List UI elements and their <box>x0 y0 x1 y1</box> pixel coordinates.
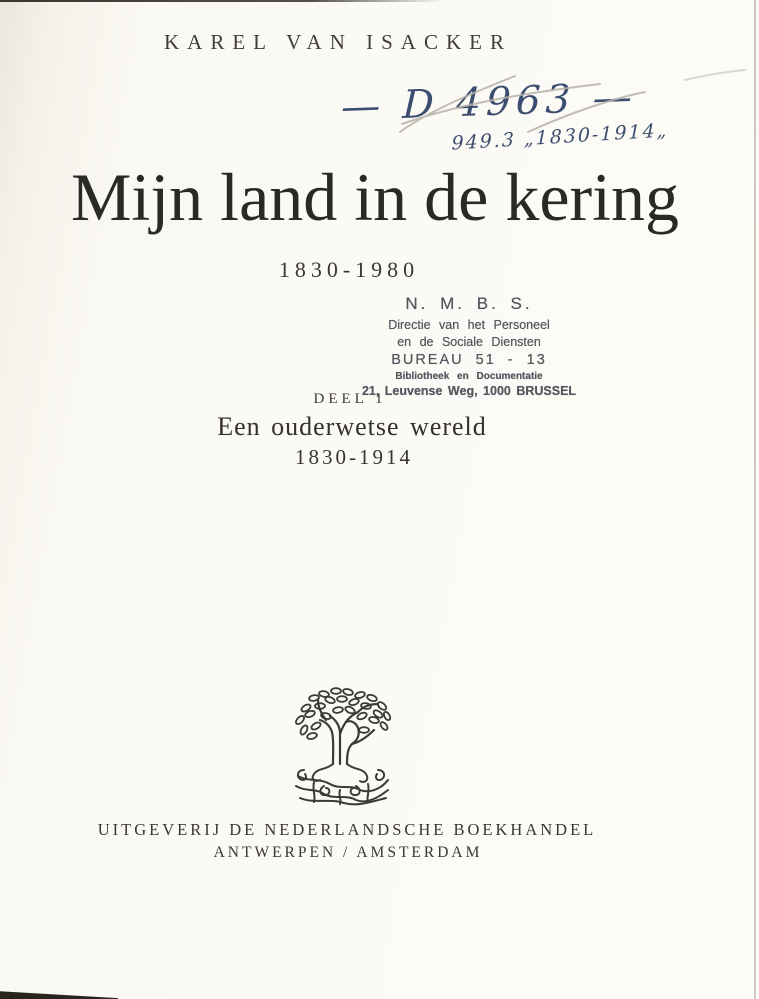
stamp-line-address: 21, Leuvense Weg, 1000 BRUSSEL <box>361 384 577 398</box>
stamp-line-library: Bibliotheek en Documentatie <box>395 371 543 382</box>
tree-logo-icon <box>290 686 396 808</box>
author-name: KAREL VAN ISACKER <box>164 30 512 54</box>
stamp-line-organization: N. M. B. S. <box>405 294 533 313</box>
part-label: DEEL 1 <box>313 391 387 407</box>
part-title: Een ouderwetse wereld <box>217 412 487 441</box>
scan-corner-shadow-artifact <box>0 988 118 999</box>
book-title-dates: 1830-1980 <box>278 257 420 282</box>
book-title: Mijn land in de kering <box>70 159 680 235</box>
part-dates: 1830-1914 <box>295 445 413 469</box>
stamp-line-department-2: en de Sociale Diensten <box>397 335 541 349</box>
handwritten-call-number: — D 4963 — <box>340 74 638 131</box>
page-edge-line-artifact <box>754 0 756 999</box>
stamp-line-bureau: BUREAU 51 - 13 <box>391 352 547 368</box>
publisher-name: UITGEVERIJ DE NEDERLANDSCHE BOEKHANDEL <box>97 820 597 839</box>
scan-top-edge-artifact <box>0 0 445 2</box>
handwritten-classification: 949.3 „1830-1914„ <box>451 119 669 155</box>
stamp-line-department-1: Directie van het Personeel <box>388 318 550 332</box>
library-stamp <box>362 294 576 398</box>
publisher-cities: ANTWERPEN / AMSTERDAM <box>213 844 483 861</box>
